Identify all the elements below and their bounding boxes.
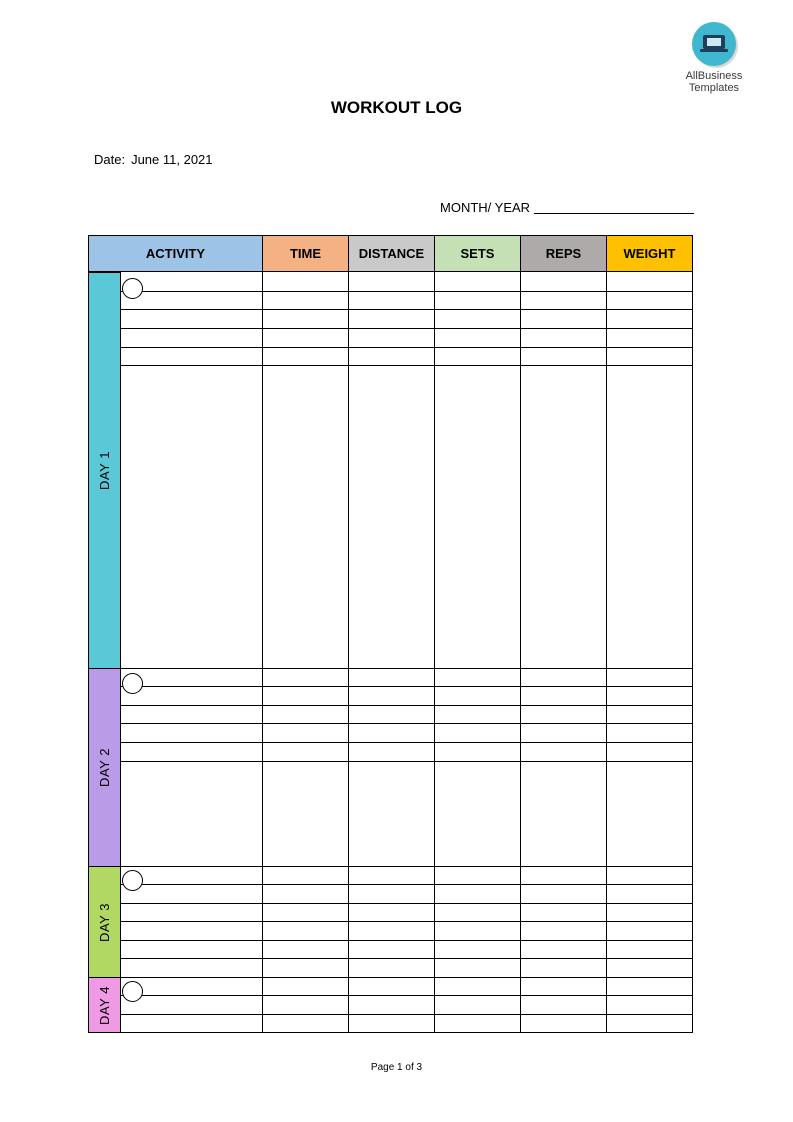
day-band-4 — [88, 977, 121, 1033]
column-divider — [692, 272, 693, 1033]
logo-text-line2: Templates — [688, 82, 740, 94]
logo-text-line1: AllBusiness — [685, 70, 743, 82]
table-row-line — [121, 977, 693, 978]
date-value: June 11, 2021 — [131, 152, 213, 167]
header-sets: SETS — [434, 235, 521, 272]
table-row-line — [121, 884, 693, 885]
column-divider — [348, 272, 349, 1033]
header-time: TIME — [262, 235, 349, 272]
table-row-line — [121, 347, 693, 348]
month-year-input[interactable] — [534, 201, 694, 214]
page-footer: Page 1 of 3 — [370, 1062, 423, 1073]
day3-checkbox[interactable] — [122, 870, 143, 891]
table-row-line — [121, 365, 693, 366]
date-line — [94, 152, 219, 167]
page-title: WORKOUT LOG — [330, 98, 463, 117]
day-band-2 — [88, 668, 121, 867]
day-band-3 — [88, 866, 121, 978]
table-row-line — [121, 903, 693, 904]
day-label-1: DAY 1 — [97, 451, 112, 490]
day-label-4: DAY 4 — [97, 985, 112, 1025]
laptop-icon — [692, 22, 736, 66]
table-row-line — [121, 668, 693, 669]
workout-table — [88, 235, 693, 1033]
column-divider — [434, 272, 435, 1033]
table-row-line — [121, 686, 693, 687]
table-row-line — [121, 723, 693, 724]
table-row-line — [121, 309, 693, 310]
header-distance: DISTANCE — [348, 235, 435, 272]
month-year-label: MONTH/ YEAR — [440, 200, 531, 215]
header-weight: WEIGHT — [606, 235, 693, 272]
table-row-line — [121, 291, 693, 292]
day-label-2: DAY 2 — [97, 748, 112, 787]
column-divider — [520, 272, 521, 1033]
table-row-line — [121, 958, 693, 959]
day-label-3: DAY 3 — [97, 902, 112, 942]
table-row-line — [121, 995, 693, 996]
table-row-line — [121, 328, 693, 329]
table-row-line — [121, 940, 693, 941]
month-year-line — [440, 200, 694, 215]
table-bottom-line — [121, 1032, 693, 1033]
table-row-line — [121, 1014, 693, 1015]
header-reps: REPS — [520, 235, 607, 272]
table-row-line — [121, 761, 693, 762]
header-activity: ACTIVITY — [88, 235, 263, 272]
day-band-1 — [88, 272, 121, 669]
table-row-line — [121, 866, 693, 867]
date-label: Date: — [94, 152, 126, 167]
table-row-line — [121, 921, 693, 922]
table-row-line — [121, 742, 693, 743]
column-divider — [606, 272, 607, 1033]
day2-checkbox[interactable] — [122, 673, 143, 694]
day4-checkbox[interactable] — [122, 981, 143, 1002]
table-row-line — [121, 705, 693, 706]
company-logo — [676, 22, 752, 94]
day1-checkbox[interactable] — [122, 278, 143, 299]
column-divider — [262, 272, 263, 1033]
